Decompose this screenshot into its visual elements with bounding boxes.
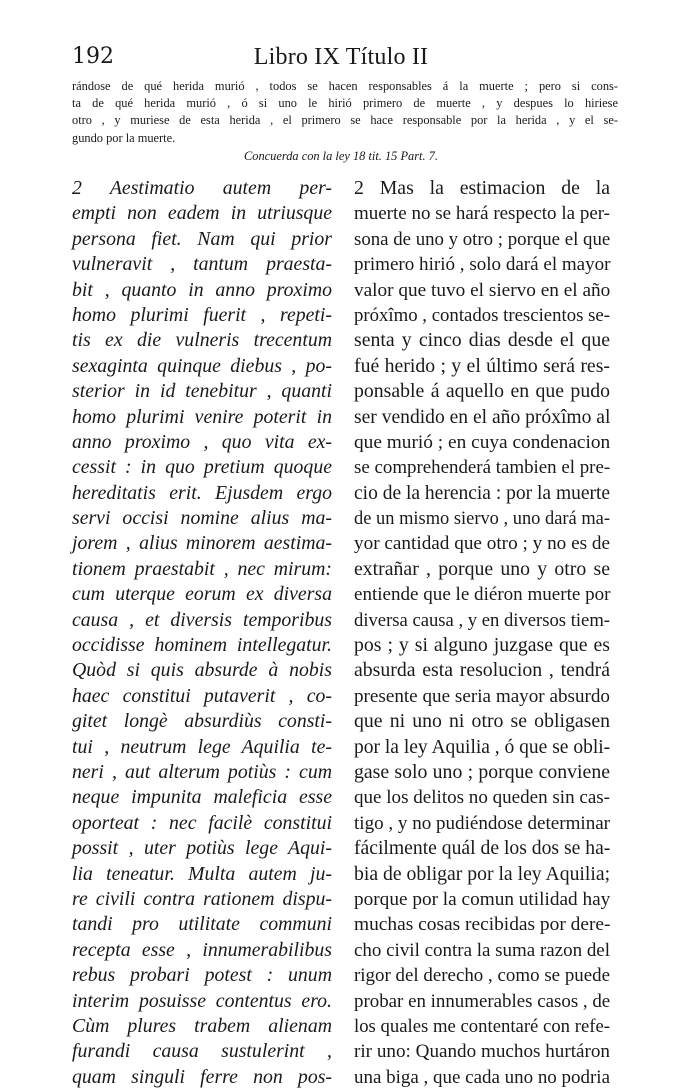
spanish-line: probar en innumerables casos , de	[354, 990, 611, 1012]
spanish-line: fué herido ; y el último será res-	[354, 354, 610, 377]
spanish-line: senta y cinco dias desde el que	[354, 329, 610, 352]
spanish-line: porque por la comun utilidad hay	[354, 888, 611, 910]
latin-line: causa , et diversis temporibus	[72, 608, 332, 631]
spanish-line: absurda esta resolucion , tendrá	[354, 659, 610, 682]
latin-line: servi occisi nomine alius ma-	[72, 507, 332, 530]
spanish-line: de un mismo siervo , uno dará ma-	[354, 508, 610, 529]
spanish-line: los quales me contentaré con refe-	[354, 1015, 610, 1037]
latin-line: anno proximo , quo vita ex-	[72, 430, 332, 453]
spanish-line: una biga , que cada uno no podria	[354, 1066, 610, 1088]
spanish-line: que ni uno ni otro se obligasen	[354, 710, 610, 733]
latin-line: occidisse hominem intellegatur.	[72, 634, 332, 657]
spanish-line: por la ley Aquilia , ó que se obli-	[354, 736, 611, 758]
latin-line: neri , aut alterum potiùs : cum	[72, 760, 332, 783]
spanish-line: bia de obligar por la ley Aquilia;	[354, 862, 611, 885]
latin-line: tis ex die vulneris trecentum	[72, 329, 332, 352]
spanish-line: sona de uno y otro ; porque el que	[354, 228, 611, 250]
spanish-line: muchas cosas recibidas por dere-	[354, 914, 611, 936]
spanish-line: extrañar , porque uno y otro se	[354, 557, 610, 580]
latin-line: 2 Aestimatio autem per-	[72, 177, 332, 199]
spanish-line: rir uno: Quando muchos hurtáron	[354, 1041, 610, 1063]
note-line: gundo por la muerte.	[72, 130, 176, 145]
spanish-line: 2 Mas la estimacion de la	[354, 177, 610, 199]
latin-line: rebus probari potest : unum	[72, 964, 332, 987]
latin-line: re civili contra rationem dispu-	[72, 887, 332, 910]
page-number: 192	[72, 44, 114, 69]
spanish-line: que los delitos no queden sin cas-	[354, 787, 611, 809]
spanish-column	[354, 176, 610, 1090]
concordance-reference: Concuerda con la ley 18 tit. 15 Part. 7.	[244, 149, 438, 163]
spanish-line: cho civil contra la suma razon del	[354, 939, 610, 961]
spanish-line: ponsable á aquello en que pudo	[354, 380, 610, 403]
spanish-line: diversa causa , y en diversos tiem-	[354, 609, 611, 631]
latin-line: Cùm plures trabem alienam	[72, 1014, 332, 1037]
latin-column	[72, 176, 332, 1090]
latin-line: jorem , alius minorem aestima-	[72, 532, 332, 555]
note-line: ta de qué herida murió , ó si uno le hirió primero de muerte , y despues lo hiriese	[72, 96, 618, 111]
spanish-line: pos ; y si alguno juzgase que es	[354, 634, 610, 657]
spanish-line: tigo , y no pudiéndose determinar	[354, 812, 611, 834]
latin-line: neque impunita maleficia esse	[72, 786, 332, 809]
note-line: otro , y muriese de esta herida , el primero se hace responsable por la herida , y el se-	[72, 113, 618, 128]
spanish-line: gase solo uno ; porque conviene	[354, 760, 610, 783]
spanish-line: se comprehenderá tambien el pre-	[354, 457, 611, 479]
latin-line: empti non eadem in utriusque	[72, 202, 332, 225]
running-head: Libro IX Título II	[253, 44, 429, 70]
latin-line: tandi pro utilitate communi	[72, 913, 332, 936]
latin-line: recepta esse , innumerabilibus	[72, 938, 332, 961]
spanish-line: fácilmente quál de los dos se ha-	[354, 837, 611, 860]
spanish-line: valor que tuvo el siervo en el año	[354, 279, 611, 301]
spanish-line: presente que seria mayor absurdo	[354, 685, 610, 707]
latin-line: possit , uter potiùs lege Aqui-	[72, 837, 332, 860]
latin-line: hereditatis erit. Ejusdem ergo	[72, 481, 332, 504]
latin-line: quam singuli ferre non pos-	[72, 1065, 332, 1088]
latin-line: bit , quanto in anno proximo	[72, 278, 332, 301]
latin-line: homo plurimi fuerit , repeti-	[72, 303, 332, 326]
spanish-line: yor cantidad que otro ; y no es de	[354, 533, 610, 555]
spanish-line: próxîmo , contados trescientos se-	[354, 304, 610, 326]
latin-line: persona fiet. Nam qui prior	[72, 227, 332, 250]
latin-line: furandi causa sustulerint ,	[72, 1040, 332, 1063]
spanish-line: primero hirió , solo dará el mayor	[354, 254, 611, 276]
latin-line: tionem praestabit , nec mirum:	[72, 557, 332, 580]
latin-line: cessit : in quo pretium quoque	[72, 456, 332, 479]
note-line: rándose de qué herida murió , todos se hacen responsables á la muerte ; pero si cons-	[72, 79, 618, 93]
spanish-line: que murió ; en cuya condenacion	[354, 431, 611, 453]
spanish-line: rigor del derecho , como se puede	[354, 965, 610, 987]
latin-line: gitet longè absurdiùs consti-	[72, 710, 332, 733]
spanish-line: entiende que le diéron muerte por	[354, 584, 611, 606]
spanish-line: muerte no se hará respecto la per-	[354, 203, 610, 225]
previous-note-continuation	[72, 78, 618, 147]
spanish-line: cio de la herencia : por la muerte	[354, 482, 611, 504]
latin-line: haec constitui putaverit , co-	[72, 684, 332, 707]
latin-line: sterior in id tenebitur , quanti	[72, 380, 332, 403]
spanish-line: ser vendido en el año próxîmo al	[354, 406, 611, 428]
latin-line: interim posuisse contentus ero.	[72, 989, 332, 1012]
latin-line: cum uterque eorum ex diversa	[72, 583, 332, 606]
latin-line: Quòd si quis absurde à nobis	[72, 659, 332, 682]
latin-line: vulneravit , tantum praesta-	[72, 253, 332, 276]
latin-line: tui , neutrum lege Aquilia te-	[72, 735, 332, 758]
latin-line: lia teneatur. Multa autem ju-	[72, 862, 332, 885]
latin-line: sexaginta quinque diebus , po-	[72, 354, 332, 377]
latin-line: homo plurimi venire poterit in	[72, 405, 332, 428]
latin-line: oporteat : nec facilè constitui	[72, 811, 332, 834]
